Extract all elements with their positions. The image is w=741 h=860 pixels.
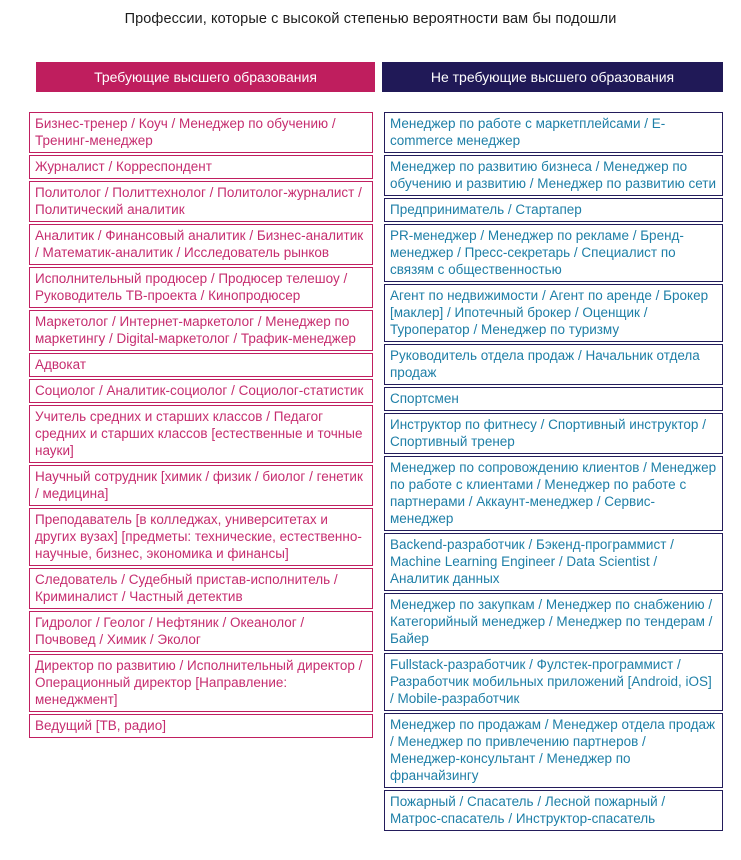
profession-item: Бизнес-тренер / Коуч / Менеджер по обучению / Тренинг-менеджер [29,112,373,153]
column-header-higher-education-required: Требующие высшего образования [36,62,375,92]
profession-item: Преподаватель [в колледжах, университетах и других вузах] [предметы: технические, естественно-научные, бизнес, экономика и финансы] [29,508,373,566]
page-title: Профессии, которые с высокой степенью вероятности вам бы подошли [124,11,617,27]
profession-item: Пожарный / Спасатель / Лесной пожарный / Матрос-спасатель / Инструктор-спасатель [384,790,723,831]
profession-item: Учитель средних и старших классов / Педагог средних и старших классов [естественные и точные науки] [29,405,373,463]
profession-item: Журналист / Корреспондент [29,155,373,179]
profession-item: Социолог / Аналитик-социолог / Социолог-статистик [29,379,373,403]
profession-item: Спортсмен [384,387,723,411]
profession-item: Менеджер по сопровождению клиентов / Менеджер по работе с клиентами / Менеджер по работе с партнерами / Аккаунт-менеджер / Сервис-менеджер [384,456,723,531]
profession-item: Гидролог / Геолог / Нефтяник / Океанолог / Почвовед / Химик / Эколог [29,611,373,652]
profession-item: Адвокат [29,353,373,377]
profession-item: Fullstack-разработчик / Фулстек-программист / Разработчик мобильных приложений [Android, iOS] / Mobile-разработчик [384,653,723,711]
profession-item: Менеджер по продажам / Менеджер отдела продаж / Менеджер по привлечению партнеров / Менеджер-консультант / Менеджер по франчайзингу [384,713,723,788]
profession-item: Директор по развитию / Исполнительный директор / Операционный директор [Направление: менеджмент] [29,654,373,712]
profession-item: PR-менеджер / Менеджер по рекламе / Бренд-менеджер / Пресс-секретарь / Специалист по связям с общественностью [384,224,723,282]
profession-item: Исполнительный продюсер / Продюсер телешоу / Руководитель ТВ-проекта / Кинопродюсер [29,267,373,308]
profession-list-higher-education-not-required [384,112,723,833]
profession-item: Менеджер по закупкам / Менеджер по снабжению / Категорийный менеджер / Менеджер по тендерам / Байер [384,593,723,651]
profession-item: Научный сотрудник [химик / физик / биолог / генетик / медицина] [29,465,373,506]
profession-item: Менеджер по развитию бизнеса / Менеджер по обучению и развитию / Менеджер по развитию сети [384,155,723,196]
profession-item: Агент по недвижимости / Агент по аренде / Брокер [маклер] / Ипотечный брокер / Оценщик / Туроператор / Менеджер по туризму [384,284,723,342]
profession-item: Ведущий [ТВ, радио] [29,714,373,738]
profession-item: Инструктор по фитнесу / Спортивный инструктор / Спортивный тренер [384,413,723,454]
profession-list-higher-education-required [29,112,373,740]
profession-item: Политолог / Политтехнолог / Политолог-журналист / Политический аналитик [29,181,373,222]
profession-item: Предприниматель / Стартапер [384,198,723,222]
profession-item: Аналитик / Финансовый аналитик / Бизнес-аналитик / Математик-аналитик / Исследователь рынков [29,224,373,265]
profession-item: Маркетолог / Интернет-маркетолог / Менеджер по маркетингу / Digital-маркетолог / Трафик-менеджер [29,310,373,351]
profession-item: Руководитель отдела продаж / Начальник отдела продаж [384,344,723,385]
profession-item: Следователь / Судебный пристав-исполнитель / Криминалист / Частный детектив [29,568,373,609]
profession-item: Backend-разработчик / Бэкенд-программист / Machine Learning Engineer / Data Scientist / Аналитик данных [384,533,723,591]
profession-item: Менеджер по работе с маркетплейсами / E-commerce менеджер [384,112,723,153]
column-header-higher-education-not-required: Не требующие высшего образования [382,62,723,92]
